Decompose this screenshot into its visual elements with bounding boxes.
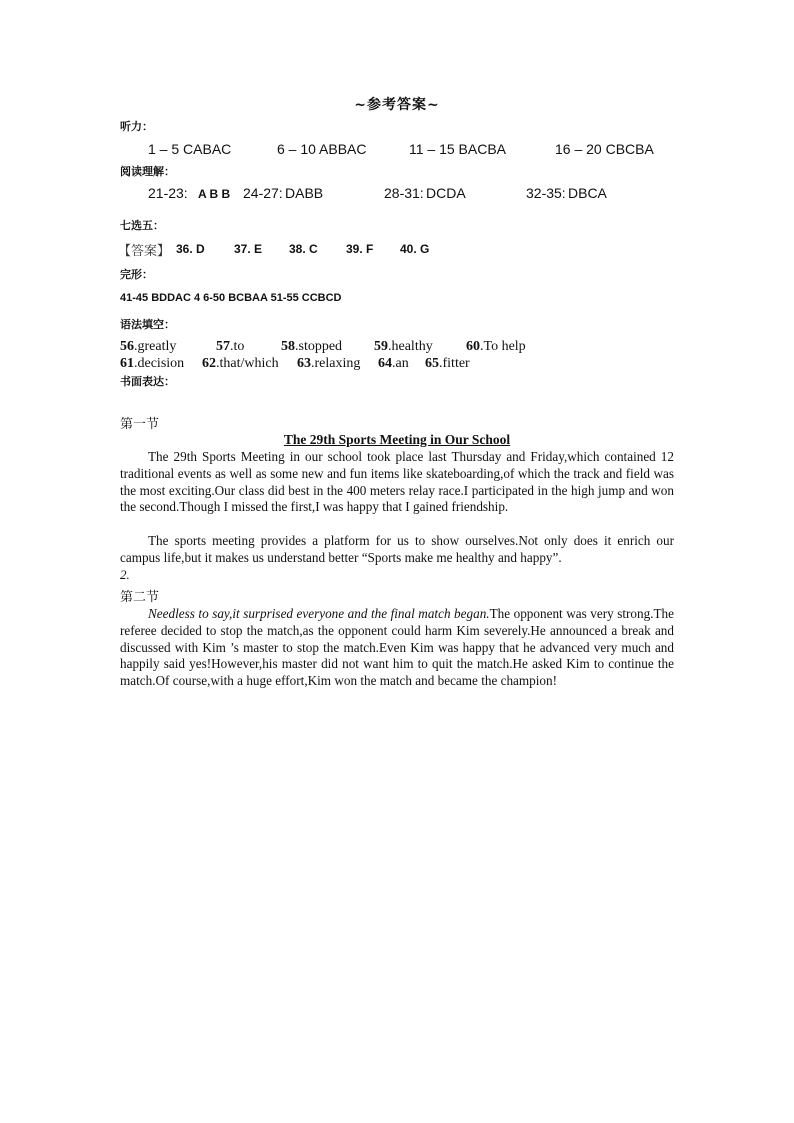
- grammar-item-65: 65.fitter: [425, 356, 470, 371]
- grammar-item-60: 60.To help: [466, 339, 526, 354]
- cloze-answers: 41-45 BDDAC 4 6-50 BCBAA 51-55 CCBCD: [120, 292, 342, 304]
- answer-40: 40. G: [400, 242, 430, 256]
- grammar-item-63: 63.relaxing: [297, 356, 361, 371]
- story-lead-sentence: Needless to say,it surprised everyone and the final match began.: [148, 606, 490, 621]
- reading-answers-2: DABB: [285, 185, 324, 201]
- essay-title: The 29th Sports Meeting in Our School: [283, 432, 511, 447]
- answer-36: 36. D: [176, 242, 205, 256]
- answer-38: 38. C: [289, 242, 318, 256]
- answer-tag: 【答案】: [118, 244, 171, 259]
- listening-group-4: 16 – 20 CBCBA: [555, 141, 654, 157]
- grammar-item-62: 62.that/which: [202, 356, 279, 371]
- grammar-item-57: 57.to: [216, 339, 245, 354]
- seven-choose-five-heading: 七选五：: [120, 219, 164, 232]
- story-paragraph: [120, 606, 674, 690]
- item-number-2: 2.: [120, 567, 130, 582]
- listening-group-2: 6 – 10 ABBAC: [277, 141, 367, 157]
- grammar-item-61: 61.decision: [120, 356, 185, 371]
- reading-range-4: 32-35:: [526, 185, 566, 201]
- grammar-item-59: 59.healthy: [374, 339, 433, 354]
- essay-paragraph-2: The sports meeting provides a platform for us to show ourselves.Not only does it enrich our campus life,but it makes us understand better “Sports make me healthy and happy”.: [120, 533, 674, 565]
- listening-group-1: 1 – 5 CABAC: [148, 141, 232, 157]
- grammar-item-64: 64.an: [378, 356, 409, 371]
- reading-answers-1: A B B: [198, 187, 231, 201]
- writing-heading: 书面表达：: [120, 375, 175, 388]
- reading-answers-4: DBCA: [568, 185, 607, 201]
- cloze-heading: 完形：: [120, 268, 153, 281]
- listening-heading: 听力：: [120, 120, 153, 133]
- grammar-item-56: 56.greatly: [120, 339, 177, 354]
- reading-answers-3: DCDA: [426, 185, 466, 201]
- section-1-label: 第一节: [120, 417, 160, 432]
- story-body: The opponent was very strong.The referee decided to stop the match,as the opponent could harm Kim severely.He announced a break and discussed with Kim ’s master to stop the match.Even Kim was happy that he advanced very much and happily said yes!However,his master did not want him to quit the match.He asked Kim to continue the match.Of course,with a huge effort,Kim won the match and became the champion!: [120, 606, 674, 689]
- reading-heading: 阅读理解：: [120, 165, 175, 178]
- answer-37: 37. E: [234, 242, 263, 256]
- answer-39: 39. F: [346, 242, 374, 256]
- grammar-item-58: 58.stopped: [281, 339, 343, 354]
- section-2-label: 第二节: [120, 590, 160, 605]
- reading-range-3: 28-31:: [384, 185, 424, 201]
- essay-paragraph-1: The 29th Sports Meeting in our school took place last Thursday and Friday,which contained 12 traditional events as well as some new and fun items like skateboarding,of which the track and field was the most exciting.Our class did best in the 400 meters relay race.I participated in the high jump and won the second.Though I missed the first,I was happy that I gained friendship.: [120, 449, 674, 515]
- grammar-heading: 语法填空：: [120, 318, 175, 331]
- page-title: ~参考答案~: [354, 97, 440, 113]
- reading-range-1: 21-23:: [148, 185, 188, 201]
- reading-range-2: 24-27:: [243, 185, 283, 201]
- listening-group-3: 11 – 15 BACBA: [409, 141, 507, 157]
